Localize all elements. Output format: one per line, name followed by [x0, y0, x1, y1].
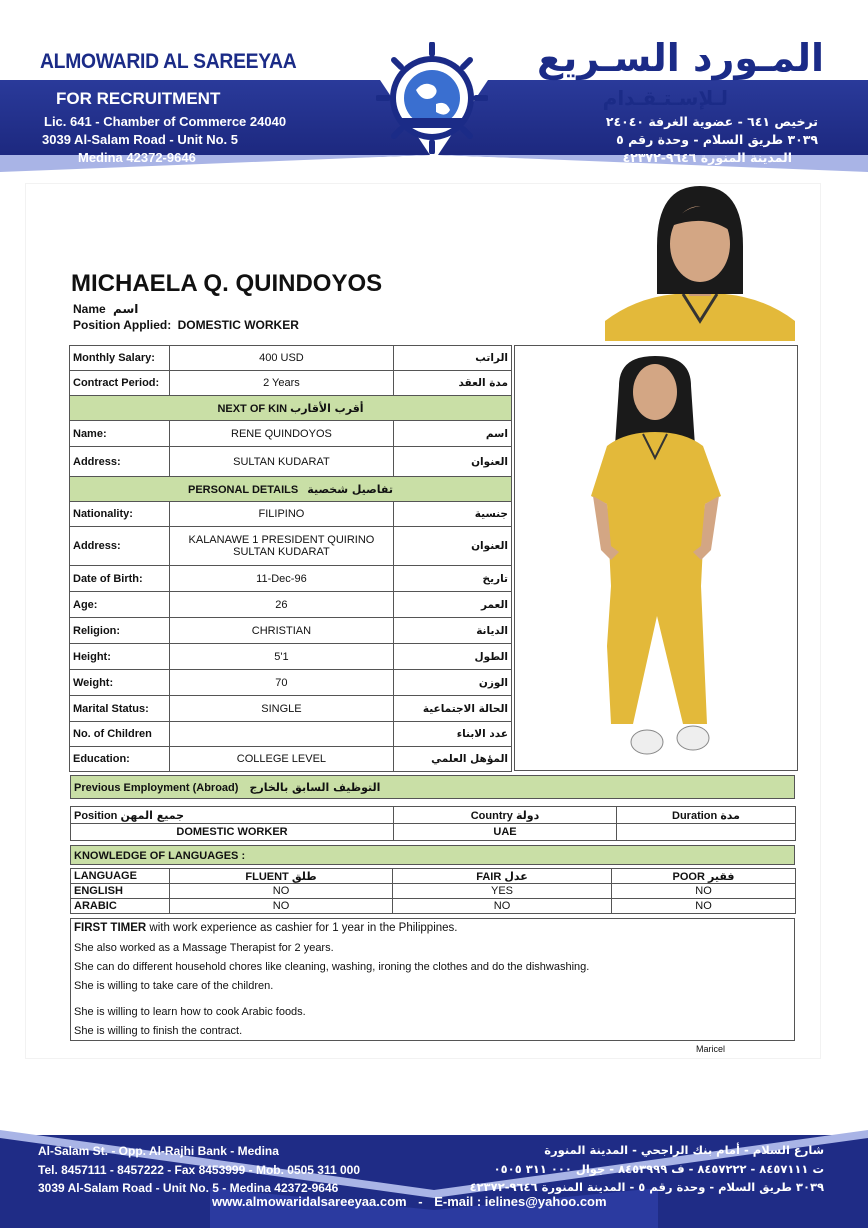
footer-phones-en: Tel. 8457111 - 8457222 - Fax 8453999 - Mob. 0505 311 000: [38, 1163, 361, 1177]
website-link[interactable]: www.almowaridalsareeyaa.com: [212, 1194, 407, 1209]
position-label: Position Applied:: [73, 318, 172, 332]
address-en: 3039 Al-Salam Road - Unit No. 5: [42, 132, 239, 147]
weight-label-ar: الوزن: [394, 670, 512, 696]
table-row: [70, 618, 512, 644]
next-of-kin-heading-ar: أقرب الأقارب: [290, 401, 364, 415]
remark-line: She also worked as a Massage Therapist for 2 years.: [74, 942, 334, 954]
table-row: [71, 884, 796, 899]
city-en: Medina 42372-9646: [78, 150, 196, 165]
children-label-ar: عدد الابناء: [394, 722, 512, 747]
remark-line: She is willing to learn how to cook Arabic foods.: [74, 1006, 306, 1018]
kin-address-label: Address:: [70, 447, 170, 477]
col-position-label: Position: [74, 809, 118, 822]
contract-period-value: 2 Years: [169, 371, 394, 396]
footer-phones-ar: ت ٨٤٥٧١١١ - ٨٤٥٧٢٢٢ - ف ٨٤٥٣٩٩٩ - جوال ٠٠٠ ٣١١ ٠٥٠٥: [493, 1162, 824, 1176]
language-poor: NO: [612, 884, 796, 899]
license-ar: ترخيص ٦٤١ - عضوية الغرفة ٢٤٠٤٠: [605, 114, 818, 129]
age-value: 26: [169, 592, 394, 618]
footer-contact: [212, 1194, 607, 1209]
footer-separator: -: [418, 1194, 423, 1209]
table-row: [71, 869, 796, 884]
kin-address-value: SULTAN KUDARAT: [169, 447, 394, 477]
languages-table: [70, 868, 796, 914]
age-label: Age:: [70, 592, 170, 618]
height-label-ar: الطول: [394, 644, 512, 670]
col-poor: [612, 869, 796, 884]
age-label-ar: العمر: [394, 592, 512, 618]
headshot-photo: [605, 186, 795, 341]
address-label-ar: العنوان: [394, 527, 512, 566]
remark-line-1-text: with work experience as cashier for 1 year in the Philippines.: [146, 922, 458, 934]
employment-duration-value: [617, 824, 796, 841]
personal-details-heading-ar: تفاصيل شخصية: [307, 482, 393, 496]
table-row: [70, 371, 512, 396]
address-label: Address:: [70, 527, 170, 566]
religion-label: Religion:: [70, 618, 170, 644]
contract-period-label-ar: مدة العقد: [394, 371, 512, 396]
remark-line: She can do different household chores like cleaning, washing, ironing the clothes and do the dishwashing.: [74, 961, 590, 973]
previous-employment-label: Previous Employment (Abroad): [74, 782, 239, 794]
religion-label-ar: الديانة: [394, 618, 512, 644]
dob-value: 11-Dec-96: [169, 566, 394, 592]
col-position: [71, 807, 394, 824]
employment-country-value: UAE: [394, 824, 617, 841]
next-of-kin-heading: NEXT OF KIN: [217, 402, 288, 415]
languages-heading: KNOWLEDGE OF LANGUAGES :: [70, 845, 795, 865]
nationality-value: FILIPINO: [169, 502, 394, 527]
col-language: LANGUAGE: [71, 869, 170, 884]
address-line-1: KALANAWE 1 PRESIDENT QUIRINO: [188, 534, 375, 546]
col-fluent-label: FLUENT: [245, 870, 289, 883]
language-name: ARABIC: [71, 899, 170, 914]
col-fair: [393, 869, 612, 884]
table-row: [70, 747, 512, 772]
position-value: DOMESTIC WORKER: [177, 318, 299, 332]
details-table: [69, 345, 512, 772]
table-row: [70, 502, 512, 527]
employment-table: [70, 806, 796, 841]
address-value: [169, 527, 394, 566]
language-fair: YES: [393, 884, 612, 899]
height-value: 5'1: [169, 644, 394, 670]
personal-details-heading: PERSONAL DETAILS: [188, 483, 299, 496]
name-label: [73, 302, 138, 316]
col-poor-label: POOR: [672, 870, 705, 883]
height-label: Height:: [70, 644, 170, 670]
remark-line: [74, 922, 791, 942]
table-row: [71, 899, 796, 914]
company-name-ar: المـورد السـريع: [536, 36, 824, 80]
ship-wheel-globe-logo-icon: [376, 42, 488, 154]
table-row: [71, 824, 796, 841]
col-fluent-label-ar: طلق: [291, 869, 317, 883]
marital-status-label-ar: الحالة الاجتماعية: [394, 696, 512, 722]
dob-label: Date of Birth:: [70, 566, 170, 592]
col-position-label-ar: جميع المهن: [120, 808, 185, 822]
table-row: [70, 421, 512, 447]
remark-line: She is willing to take care of the children.: [74, 980, 274, 992]
marital-status-value: SINGLE: [169, 696, 394, 722]
nationality-label: Nationality:: [70, 502, 170, 527]
company-subtitle-ar: لـلإسـتـقـدام: [602, 86, 728, 110]
col-duration: [617, 807, 796, 824]
previous-employment-label-ar: التوظيف السابق بالخارج: [249, 781, 381, 794]
first-timer-label: FIRST TIMER: [74, 922, 147, 934]
table-row: [70, 696, 512, 722]
footer-address-en: Al-Salam St. - Opp. Al-Rajhi Bank - Medina: [38, 1144, 279, 1158]
col-fair-label-ar: عدل: [504, 869, 528, 883]
language-fluent: NO: [170, 884, 393, 899]
salary-label: Monthly Salary:: [70, 346, 170, 371]
children-value: [169, 722, 394, 747]
dob-label-ar: تاريخ: [394, 566, 512, 592]
marital-status-label: Marital Status:: [70, 696, 170, 722]
footer-street-en: 3039 Al-Salam Road - Unit No. 5 - Medina 42372-9646: [38, 1181, 339, 1195]
weight-value: 70: [169, 670, 394, 696]
nationality-label-ar: جنسية: [394, 502, 512, 527]
language-fluent: NO: [170, 899, 393, 914]
col-poor-label-ar: فقير: [708, 869, 735, 883]
col-country: [394, 807, 617, 824]
salary-label-ar: الراتب: [394, 346, 512, 371]
contract-period-label: Contract Period:: [70, 371, 170, 396]
section-header-next-of-kin: [70, 396, 512, 421]
kin-name-label-ar: اسم: [394, 421, 512, 447]
footer-street-ar: ٣٠٣٩ طريق السلام - وحدة رقم ٥ - المدينة المنورة ٩٦٤٦-٤٢٣٧٢: [469, 1180, 824, 1194]
education-label: Education:: [70, 747, 170, 772]
position-applied: [73, 318, 299, 332]
footer-address-ar: شارع السلام - أمام بنك الراجحي - المدينة المنورة: [544, 1143, 824, 1157]
company-name-en: ALMOWARID AL SAREEYAA: [40, 50, 297, 73]
table-row: [70, 346, 512, 371]
religion-value: CHRISTIAN: [169, 618, 394, 644]
salary-value: 400 USD: [169, 346, 394, 371]
remarks-box: [70, 918, 795, 1041]
address-line-2: SULTAN KUDARAT: [233, 546, 330, 558]
table-row: [71, 807, 796, 824]
col-country-label-ar: دولة: [515, 808, 540, 822]
full-body-photo: [514, 345, 798, 771]
col-duration-label: Duration: [672, 809, 718, 822]
weight-label: Weight:: [70, 670, 170, 696]
kin-name-label: Name:: [70, 421, 170, 447]
table-row: [70, 447, 512, 477]
city-ar: المدينة المنورة ٩٦٤٦-٤٢٣٧٢: [622, 150, 792, 165]
col-duration-label-ar: مدة: [720, 808, 740, 822]
license-en: Lic. 641 - Chamber of Commerce 24040: [44, 114, 287, 129]
col-fluent: [170, 869, 393, 884]
email-link[interactable]: E-mail : ielines@yahoo.com: [434, 1194, 607, 1209]
employment-position-value: DOMESTIC WORKER: [71, 824, 394, 841]
col-fair-label: FAIR: [476, 870, 502, 883]
language-poor: NO: [612, 899, 796, 914]
col-country-label: Country: [470, 809, 513, 822]
kin-address-label-ar: العنوان: [394, 447, 512, 477]
table-row: [70, 592, 512, 618]
language-fair: NO: [393, 899, 612, 914]
table-row: [70, 644, 512, 670]
children-label: No. of Children: [70, 722, 170, 747]
company-subtitle-en: FOR RECRUITMENT: [56, 89, 221, 108]
section-header-personal-details: [70, 477, 512, 502]
candidate-name: MICHAELA Q. QUINDOYOS: [71, 270, 383, 297]
name-label-en: Name: [73, 302, 106, 316]
table-row: [70, 566, 512, 592]
agent-note: Maricel: [696, 1044, 726, 1054]
remark-line: She is willing to finish the contract.: [74, 1025, 243, 1037]
table-row: [70, 670, 512, 696]
name-label-ar: اسم: [113, 302, 139, 316]
language-name: ENGLISH: [71, 884, 170, 899]
kin-name-value: RENE QUINDOYOS: [169, 421, 394, 447]
previous-employment-heading: [70, 775, 795, 799]
table-row: [70, 527, 512, 566]
education-value: COLLEGE LEVEL: [169, 747, 394, 772]
table-row: [70, 722, 512, 747]
address-ar: ٣٠٣٩ طريق السلام - وحدة رقم ٥: [616, 132, 818, 147]
education-label-ar: المؤهل العلمي: [394, 747, 512, 772]
